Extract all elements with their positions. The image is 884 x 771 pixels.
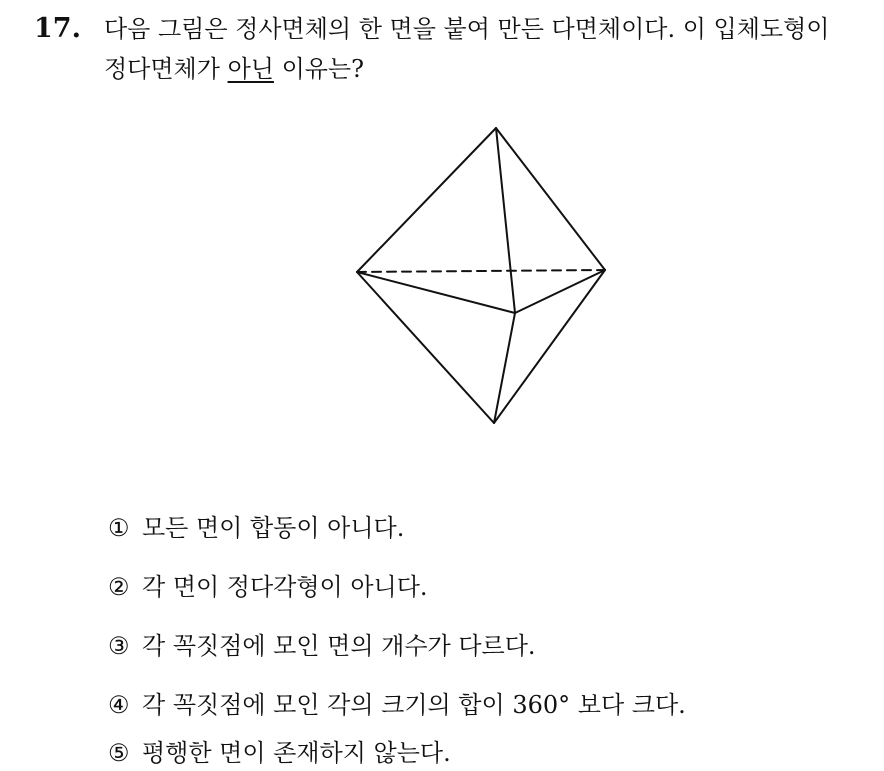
choice-4[interactable] (108, 689, 686, 721)
edge-right-front (515, 270, 605, 313)
edge-left-front (357, 272, 515, 313)
choice-4-text: 각 꼭짓점에 모인 각의 크기의 합이 360° 보다 크다. (142, 691, 686, 719)
edge-top-right (496, 128, 605, 270)
question-emphasis-underlined: 아닌 (227, 55, 274, 83)
choice-3[interactable] (108, 630, 536, 662)
question-text-line-2-start: 정다면체가 (104, 55, 228, 83)
choice-5-text: 평행한 면이 존재하지 않는다. (142, 739, 451, 767)
choice-4-marker: ④ (108, 691, 130, 719)
edge-bottom-front (494, 313, 515, 423)
choice-1-text: 모든 면이 합동이 아니다. (142, 514, 405, 542)
question-text-line-1: 다음 그림은 정사면체의 한 면을 붙여 만든 다면체이다. 이 입체도형이 (104, 15, 830, 43)
edge-top-front (496, 128, 515, 313)
choice-1-marker: ① (108, 514, 130, 542)
choice-2-text: 각 면이 정다각형이 아니다. (142, 573, 428, 601)
question-number: 17. (34, 13, 81, 44)
question-text-line-2-end: 이유는? (273, 55, 364, 83)
choice-3-marker: ③ (108, 632, 130, 660)
choice-2[interactable] (108, 571, 428, 603)
choice-1[interactable] (108, 512, 404, 544)
hidden-edge-dashed (357, 270, 605, 272)
edge-top-left (357, 128, 496, 272)
choice-2-marker: ② (108, 573, 130, 601)
choice-5-marker: ⑤ (108, 739, 130, 767)
triangular-bipyramid-figure (340, 115, 620, 435)
choice-5[interactable] (108, 737, 451, 769)
edge-bottom-right (494, 270, 605, 423)
choice-3-text: 각 꼭짓점에 모인 면의 개수가 다르다. (142, 632, 536, 660)
edge-bottom-left (357, 272, 494, 423)
question-text-line-2 (104, 52, 364, 86)
